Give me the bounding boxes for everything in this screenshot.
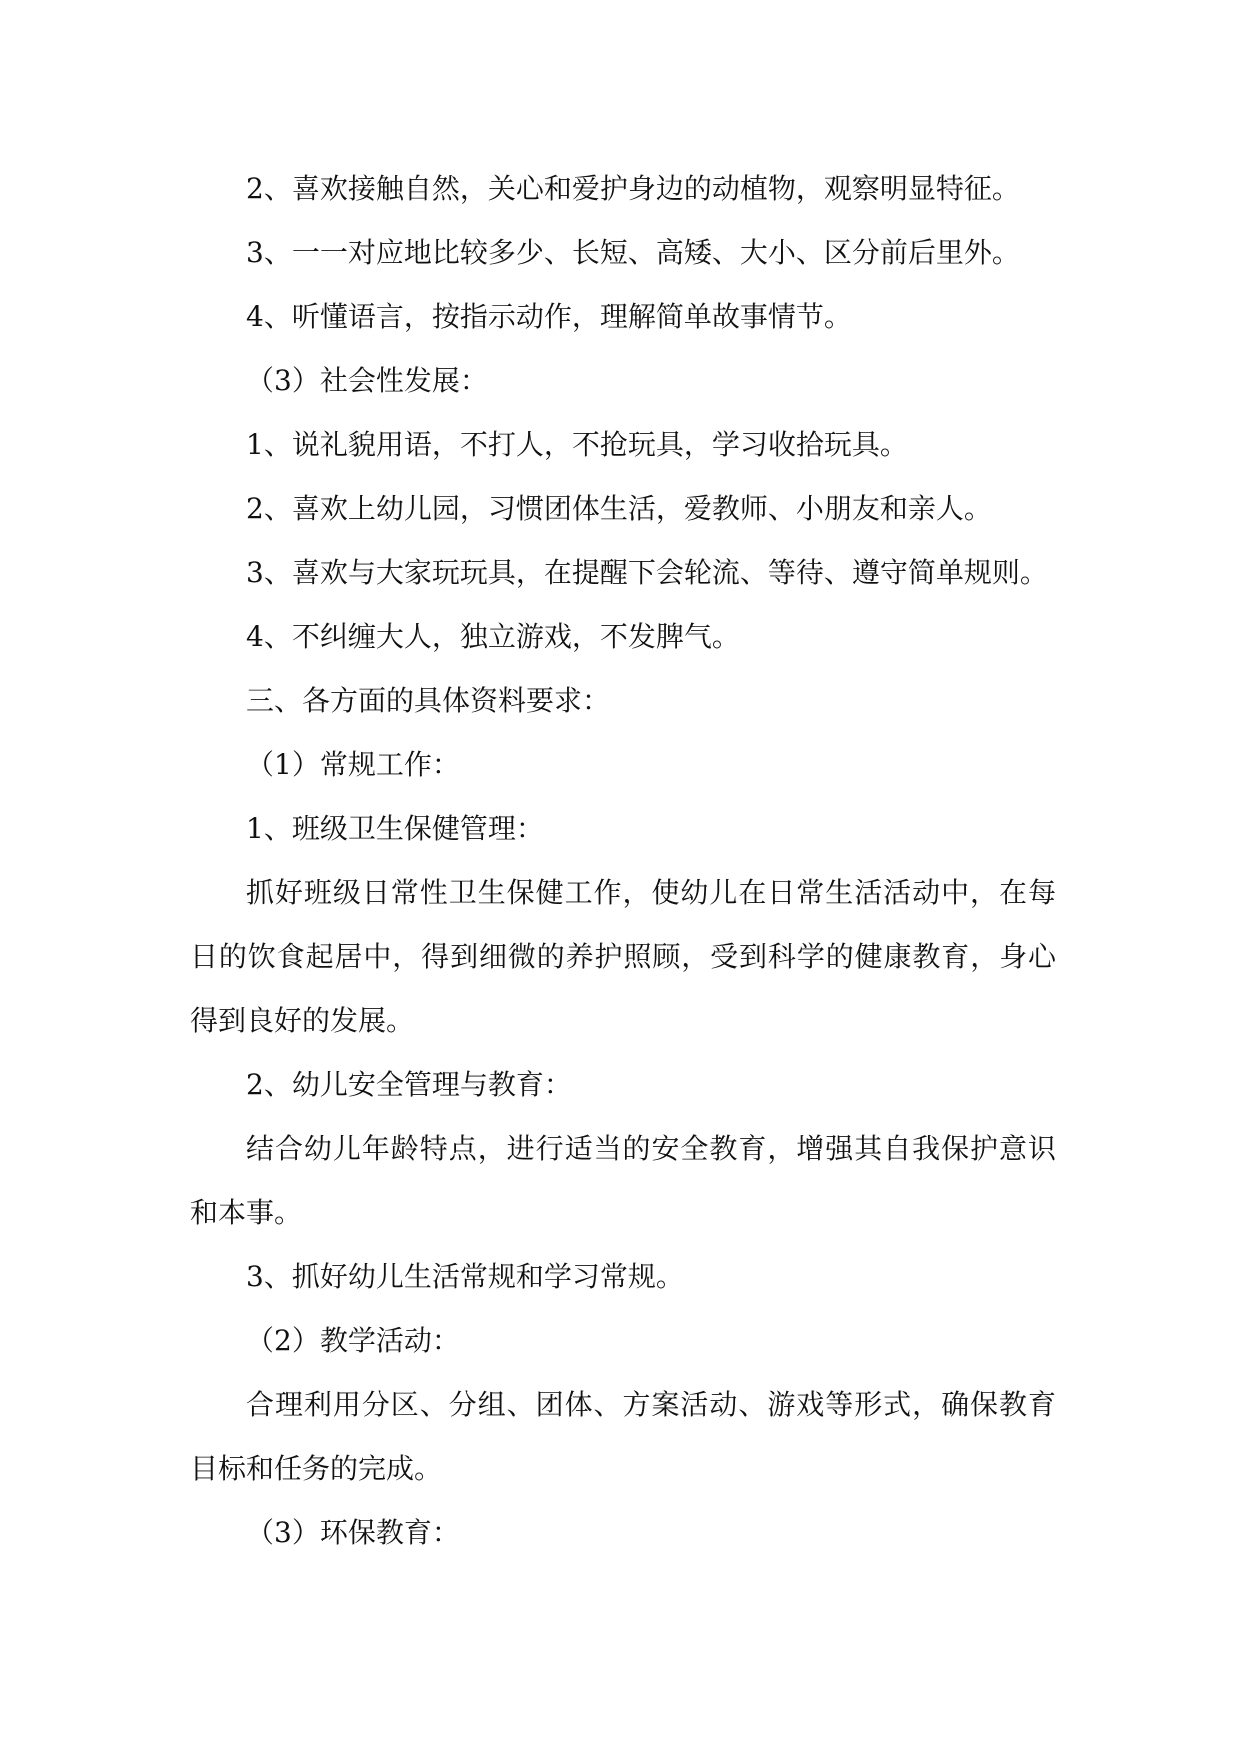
list-item: 3、一一对应地比较多少、长短、高矮、大小、区分前后里外。: [246, 236, 1020, 269]
list-item: 2、幼儿安全管理与教育：: [246, 1068, 572, 1101]
paragraph: 合理利用分区、分组、团体、方案活动、游戏等形式，确保教育目标和任务的完成。: [190, 1388, 1056, 1485]
document-body: [190, 157, 1056, 1565]
section-heading: （3）环保教育：: [246, 1516, 460, 1549]
list-item: 3、抓好幼儿生活常规和学习常规。: [246, 1260, 684, 1293]
paragraph: 抓好班级日常性卫生保健工作，使幼儿在日常生活活动中，在每日的饮食起居中，得到细微的养护照顾，受到科学的健康教育，身心得到良好的发展。: [190, 876, 1056, 1037]
list-item: 4、不纠缠大人，独立游戏，不发脾气。: [246, 620, 740, 653]
list-item: 3、喜欢与大家玩玩具，在提醒下会轮流、等待、遵守简单规则。: [246, 556, 1048, 589]
section-heading: （3）社会性发展：: [246, 364, 488, 397]
section-heading: （1）常规工作：: [246, 748, 460, 781]
list-item: 2、喜欢接触自然，关心和爱护身边的动植物，观察明显特征。: [246, 172, 1020, 205]
list-item: 1、说礼貌用语，不打人，不抢玩具，学习收拾玩具。: [246, 428, 908, 461]
list-item: 1、班级卫生保健管理：: [246, 812, 544, 845]
section-heading: （2）教学活动：: [246, 1324, 460, 1357]
paragraph: 结合幼儿年龄特点，进行适当的安全教育，增强其自我保护意识和本事。: [190, 1132, 1056, 1229]
section-heading: 三、各方面的具体资料要求：: [246, 684, 611, 717]
list-item: 2、喜欢上幼儿园，习惯团体生活，爱教师、小朋友和亲人。: [246, 492, 992, 525]
list-item: 4、听懂语言，按指示动作，理解简单故事情节。: [246, 300, 852, 333]
